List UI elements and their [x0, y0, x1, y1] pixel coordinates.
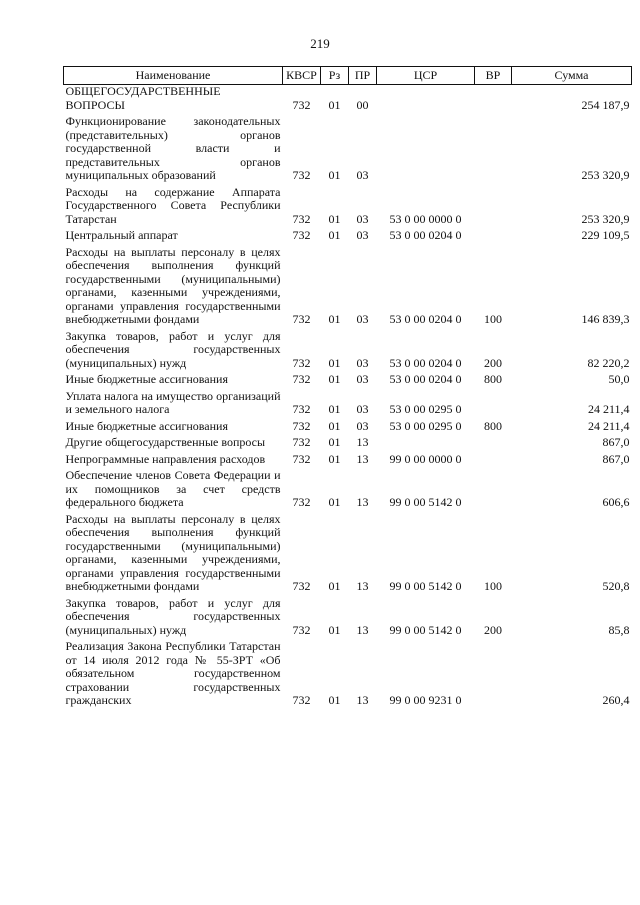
cell-kvsr: 732 [292, 168, 311, 182]
cell-csr: 53 0 00 0204 0 [389, 312, 462, 326]
cell-vr [475, 640, 512, 711]
cell-kvsr: 732 [292, 495, 311, 509]
cell-csr: 53 0 00 0204 0 [389, 372, 462, 386]
cell-sum: 24 211,4 [587, 418, 630, 433]
cell-csr: 53 0 00 0000 0 [389, 211, 462, 226]
budget-table [63, 66, 632, 711]
cell-sum: 50,0 [608, 372, 630, 386]
table-row [64, 640, 632, 711]
cell-kvsr: 732 [292, 418, 311, 433]
cell-rz: 01 [328, 355, 341, 370]
cell-pr: 13 [356, 435, 369, 449]
cell-pr: 03 [356, 372, 369, 386]
cell-rz: 01 [328, 211, 341, 226]
cell-sum: 146 839,3 [581, 312, 630, 326]
cell-sum: 867,0 [602, 451, 630, 466]
cell-csr [377, 115, 475, 186]
cell-name: Иные бюджетные ассигнования [65, 418, 228, 433]
table-row [64, 513, 632, 597]
cell-vr [475, 390, 512, 420]
cell-csr: 99 0 00 5142 0 [389, 495, 462, 509]
header-pr: ПР [349, 67, 377, 85]
cell-name: Уплата налога на имущество организаций и земельного налога [65, 388, 281, 416]
cell-pr: 03 [356, 355, 369, 370]
cell-vr [475, 229, 512, 246]
cell-name: Закупка товаров, работ и услуг для обеспечения государственных (муниципальных) нужд [65, 328, 281, 370]
cell-pr: 03 [356, 211, 369, 226]
cell-pr: 03 [356, 312, 369, 326]
cell-name: Непрограммные направления расходов [65, 451, 266, 466]
cell-vr: 800 [484, 372, 502, 386]
cell-pr: 03 [356, 418, 369, 433]
cell-pr: 13 [356, 693, 369, 707]
table-row [64, 469, 632, 513]
cell-rz: 01 [328, 312, 341, 326]
cell-sum: 867,0 [602, 435, 630, 449]
cell-rz: 01 [328, 495, 341, 509]
header-vr: ВР [475, 67, 512, 85]
cell-name: Функционирование законодательных (представительных) органов государственной власти и представительных органов муниципальных образований [65, 114, 281, 182]
cell-rz: 01 [328, 693, 341, 707]
cell-name: ОБЩЕГОСУДАРСТВЕННЫЕ ВОПРОСЫ [65, 84, 221, 112]
cell-rz: 01 [328, 435, 341, 449]
cell-kvsr: 732 [292, 355, 311, 370]
cell-rz: 01 [328, 622, 341, 637]
cell-kvsr: 732 [292, 312, 311, 326]
header-name: Наименование [64, 67, 283, 85]
cell-vr: 200 [484, 355, 502, 370]
cell-pr: 03 [356, 168, 369, 182]
header-kvsr: КВСР [283, 67, 321, 85]
cell-vr: 200 [484, 622, 502, 637]
cell-rz: 01 [328, 451, 341, 466]
table-row [64, 115, 632, 186]
cell-csr: 99 0 00 5142 0 [389, 622, 462, 637]
header-rz: Рз [321, 67, 349, 85]
cell-vr [475, 85, 512, 116]
cell-sum: 24 211,4 [587, 402, 630, 416]
cell-csr: 53 0 00 0295 0 [389, 418, 462, 433]
cell-name: Реализация Закона Республики Татарстан от 14 июля 2012 года № 55-ЗРТ «Об обязательном государственном страховании государственных гражданских [65, 639, 281, 707]
cell-pr: 13 [356, 622, 369, 637]
cell-sum: 253 320,9 [581, 168, 630, 182]
cell-vr [475, 436, 512, 453]
cell-vr [475, 453, 512, 470]
table-row [64, 390, 632, 420]
cell-sum: 520,8 [602, 579, 630, 593]
cell-csr: 99 0 00 9231 0 [389, 693, 462, 707]
cell-kvsr: 732 [292, 693, 311, 707]
table-row [64, 597, 632, 641]
cell-sum: 85,8 [608, 622, 630, 637]
cell-rz: 01 [328, 372, 341, 386]
cell-name: Иные бюджетные ассигнования [65, 372, 228, 386]
cell-name: Центральный аппарат [65, 228, 178, 242]
cell-pr: 13 [356, 579, 369, 593]
table-row [64, 453, 632, 470]
cell-sum: 260,4 [602, 693, 630, 707]
table-row [64, 420, 632, 437]
cell-name: Расходы на выплаты персоналу в целях обеспечения выполнения функций государственными (муниципальными) органами, казенными учреждениями, органами управления государственными внебюджетными фондами [65, 244, 281, 326]
cell-kvsr: 732 [292, 402, 311, 416]
cell-vr [475, 469, 512, 513]
cell-rz: 01 [328, 228, 341, 242]
table-row [64, 330, 632, 374]
cell-pr: 00 [356, 97, 369, 112]
cell-kvsr: 732 [292, 451, 311, 466]
header-sum: Сумма [512, 67, 632, 85]
cell-name: Расходы на выплаты персоналу в целях обеспечения выполнения функций государственными (муниципальными) органами, казенными учреждениями, органами управления государственными внебюджетными фондами [65, 511, 281, 593]
page-number: 219 [310, 36, 330, 51]
header-csr: ЦСР [377, 67, 475, 85]
cell-vr [475, 186, 512, 230]
cell-sum: 606,6 [602, 495, 630, 509]
cell-csr: 53 0 00 0204 0 [389, 355, 462, 370]
cell-csr: 99 0 00 0000 0 [389, 451, 462, 466]
table-row [64, 85, 632, 116]
cell-rz: 01 [328, 579, 341, 593]
cell-pr: 03 [356, 228, 369, 242]
cell-name: Расходы на содержание Аппарата Государственного Совета Республики Татарстан [65, 184, 281, 226]
cell-sum: 229 109,5 [581, 228, 630, 242]
cell-rz: 01 [328, 402, 341, 416]
cell-name: Обеспечение членов Совета Федерации и их помощников за счет средств федерального бюджета [65, 468, 281, 509]
cell-vr: 800 [484, 418, 502, 433]
cell-vr: 100 [484, 579, 502, 593]
table-row [64, 436, 632, 453]
cell-sum: 253 320,9 [581, 211, 630, 226]
table-row [64, 246, 632, 330]
table-row [64, 373, 632, 390]
cell-kvsr: 732 [292, 435, 311, 449]
cell-vr [475, 115, 512, 186]
cell-csr [377, 85, 475, 116]
cell-pr: 03 [356, 402, 369, 416]
cell-kvsr: 732 [292, 622, 311, 637]
cell-kvsr: 732 [292, 211, 311, 226]
cell-rz: 01 [328, 418, 341, 433]
cell-csr: 99 0 00 5142 0 [389, 579, 462, 593]
cell-name: Закупка товаров, работ и услуг для обеспечения государственных (муниципальных) нужд [65, 595, 281, 637]
cell-kvsr: 732 [292, 97, 311, 112]
cell-csr [377, 436, 475, 453]
table-header-row [64, 67, 632, 85]
cell-csr: 53 0 00 0295 0 [389, 402, 462, 416]
cell-pr: 13 [356, 451, 369, 466]
cell-vr: 100 [484, 312, 502, 326]
cell-sum: 82 220,2 [587, 355, 630, 370]
cell-kvsr: 732 [292, 228, 311, 242]
cell-pr: 13 [356, 495, 369, 509]
cell-rz: 01 [328, 168, 341, 182]
table-row [64, 229, 632, 246]
table-row [64, 186, 632, 230]
cell-sum: 254 187,9 [581, 97, 630, 112]
cell-csr: 53 0 00 0204 0 [389, 228, 462, 242]
cell-name: Другие общегосударственные вопросы [65, 435, 266, 449]
cell-rz: 01 [328, 97, 341, 112]
cell-kvsr: 732 [292, 372, 311, 386]
cell-kvsr: 732 [292, 579, 311, 593]
